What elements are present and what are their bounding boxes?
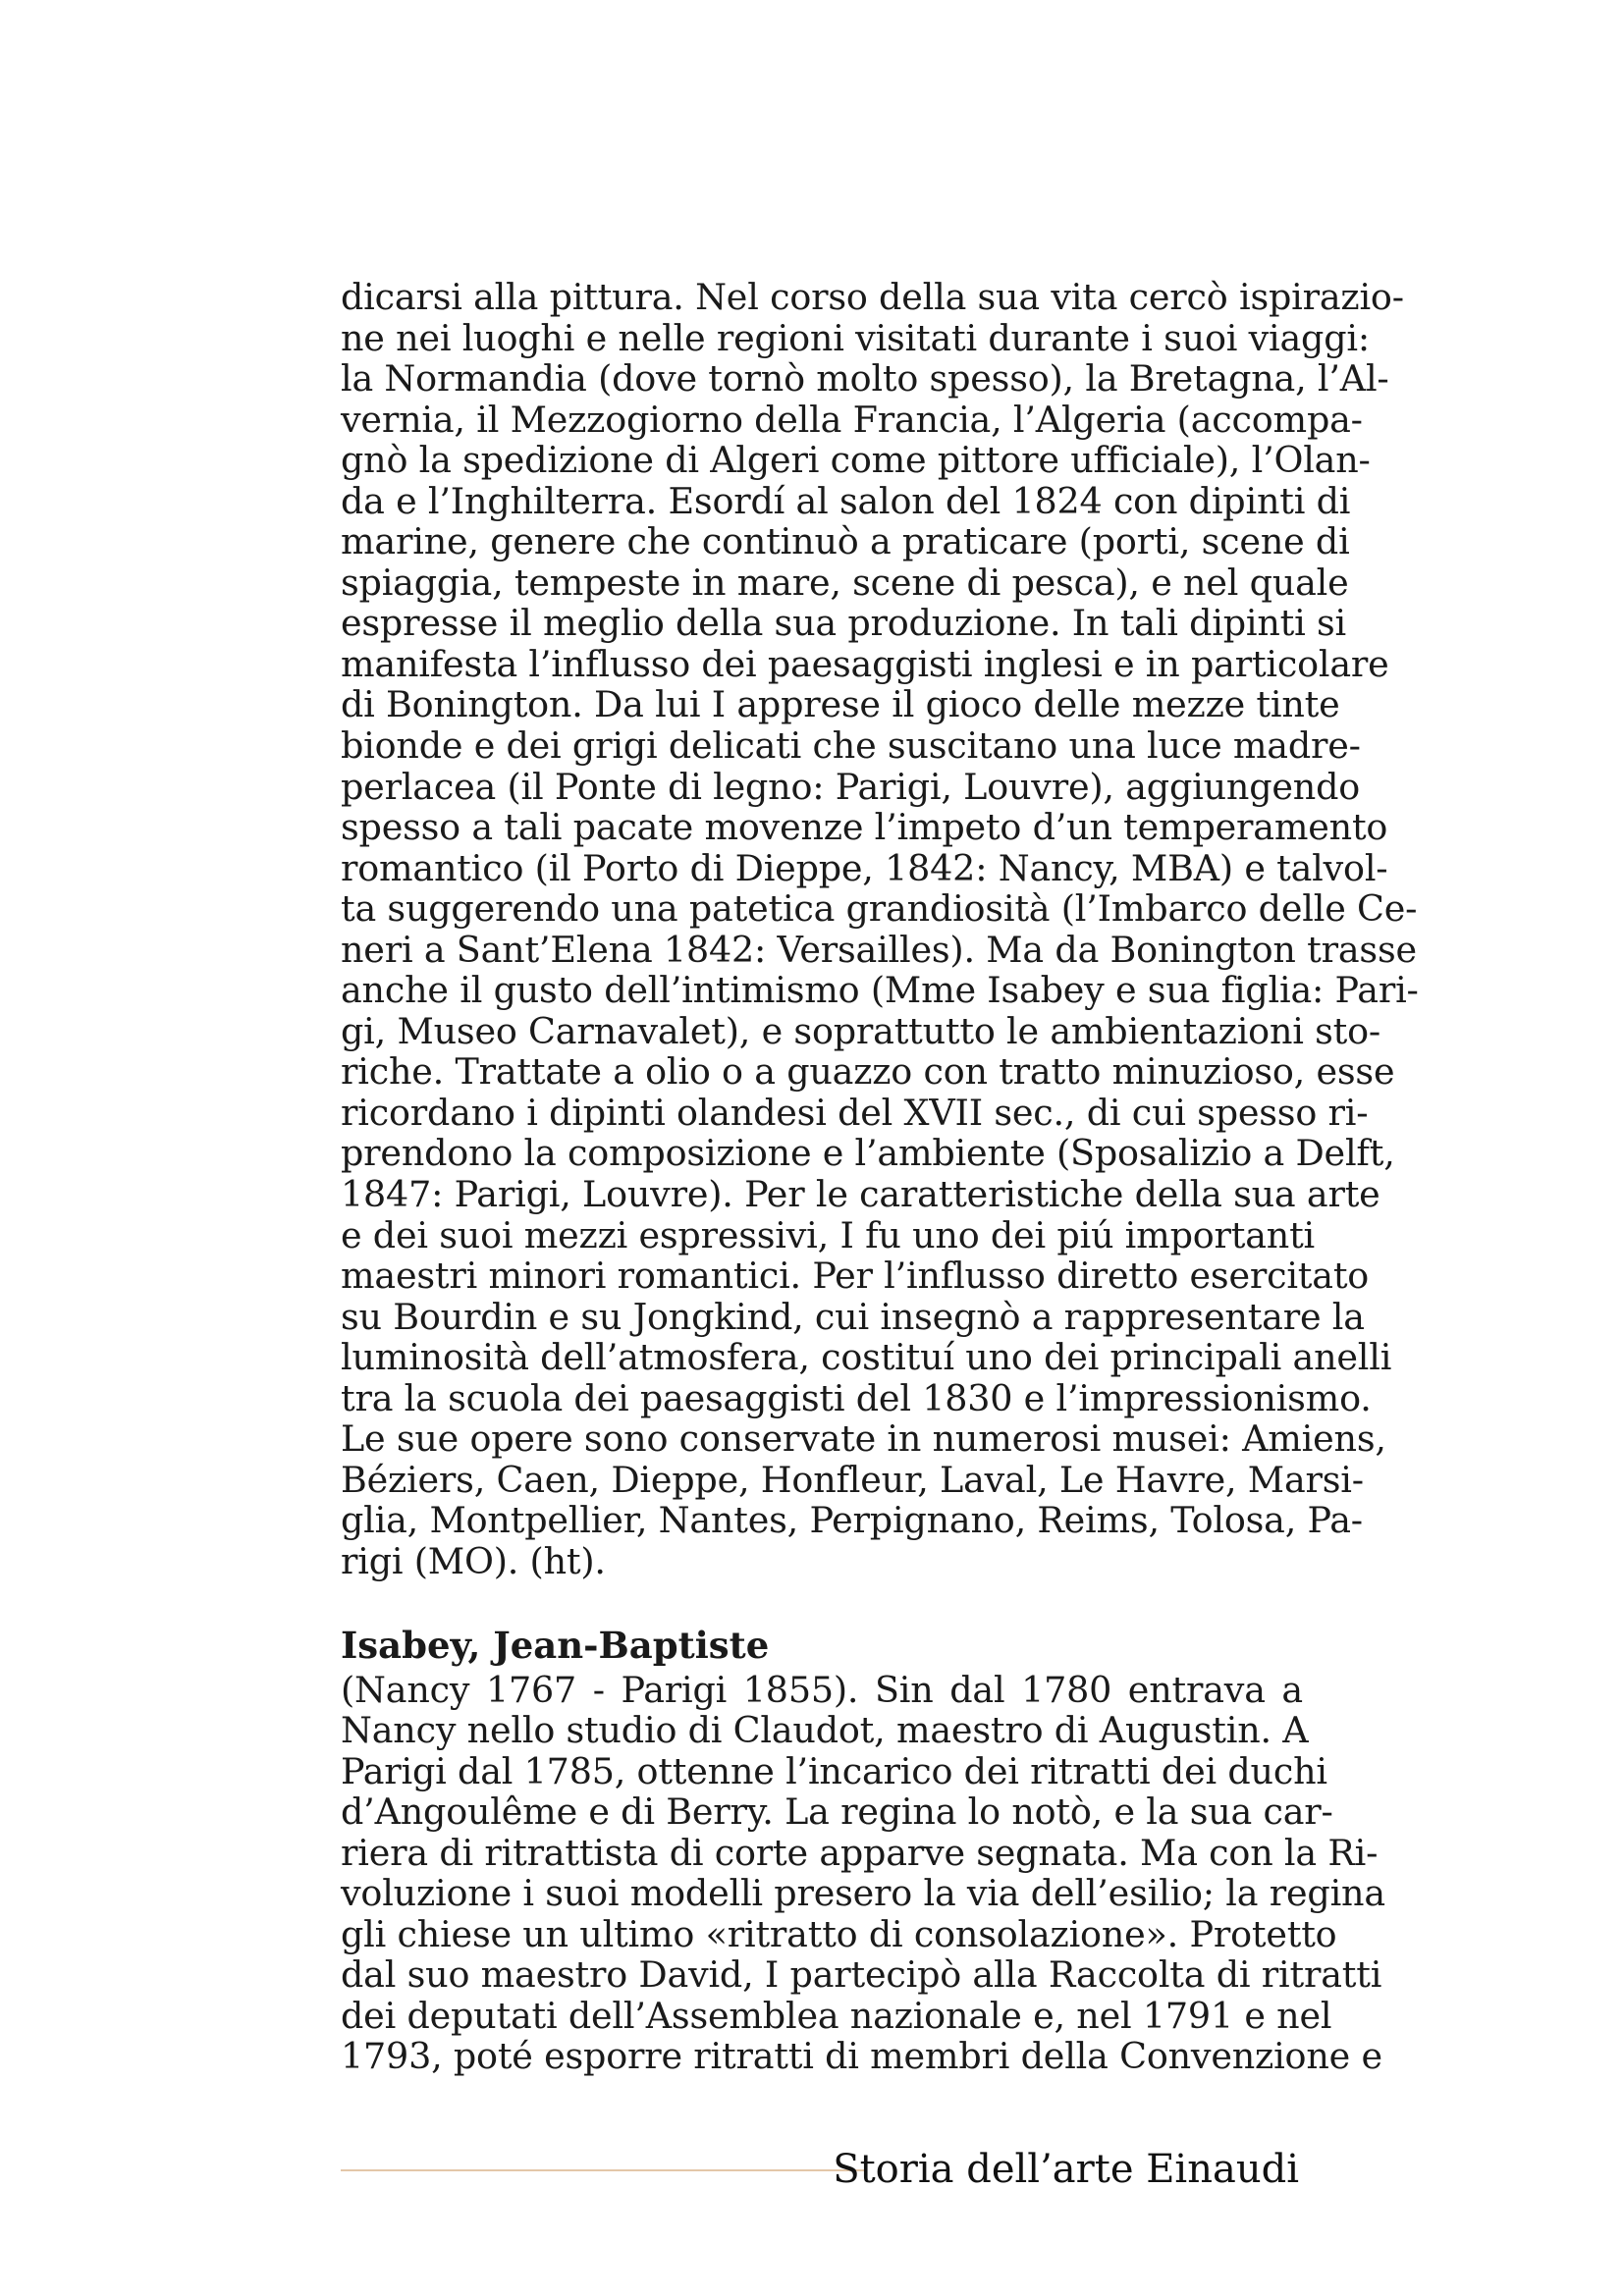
footer-title: Storia dell’arte Einaudi (833, 2147, 1299, 2192)
text-line: riche. Trattate a olio o a guazzo con tratto minuzioso, esse (341, 1050, 1395, 1094)
text-line: vernia, il Mezzogiorno della Francia, l’Algeria (accompa- (341, 398, 1363, 441)
footer-rule (341, 2169, 866, 2171)
text-line: romantico (il Porto di Dieppe, 1842: Nancy, MBA) e talvol- (341, 846, 1388, 889)
text-line: dal suo maestro David, I partecipò alla Raccolta di ritratti (341, 1953, 1382, 1997)
text-line: manifesta l’influsso dei paesaggisti inglesi e in particolare (341, 642, 1389, 685)
text-line: spiaggia, tempeste in mare, scene di pesca), e nel quale (341, 561, 1349, 604)
text-line: perlacea (il Ponte di legno: Parigi, Louvre), aggiungendo (341, 765, 1361, 808)
text-line: neri a Sant’Elena 1842: Versailles). Ma da Bonington trasse (341, 928, 1417, 971)
text-line: Béziers, Caen, Dieppe, Honfleur, Laval, Le Havre, Marsi- (341, 1458, 1364, 1501)
text-line: ne nei luoghi e nelle regioni visitati durante i suoi viaggi: (341, 316, 1370, 359)
text-line: da e l’Inghilterra. Esordí al salon del 1824 con dipinti di (341, 479, 1351, 522)
text-line: d’Angoulême e di Berry. La regina lo notò, e la sua car- (341, 1790, 1333, 1834)
text-line: gnò la spedizione di Algeri come pittore ufficiale), l’Olan- (341, 439, 1371, 482)
text-line: Nancy nello studio di Claudot, maestro di Augustin. A (341, 1709, 1309, 1752)
text-line: Le sue opere sono conservate in numerosi musei: Amiens, (341, 1417, 1386, 1461)
text-line: spesso a tali pacate movenze l’impeto d’un temperamento (341, 806, 1388, 849)
text-line: riera di ritrattista di corte apparve segnata. Ma con la Ri- (341, 1831, 1379, 1874)
text-line: gli chiese un ultimo «ritratto di consolazione». Protetto (341, 1912, 1337, 1955)
text-line: la Normandia (dove tornò molto spesso), la Bretagna, l’Al- (341, 357, 1389, 400)
text-line: ricordano i dipinti olandesi del XVII sec., di cui spesso ri- (341, 1091, 1369, 1134)
text-line: luminosità dell’atmosfera, costituí uno dei principali anelli (341, 1336, 1392, 1379)
text-line: dicarsi alla pittura. Nel corso della sua vita cercò ispirazio- (341, 276, 1404, 318)
entry-isabey-jean-baptiste (341, 1668, 1385, 2078)
text-line: 1793, poté esporre ritratti di membri della Convenzione e (341, 2035, 1382, 2078)
text-line: espresse il meglio della sua produzione. In tali dipinti si (341, 602, 1347, 645)
text-line: anche il gusto dell’intimismo (Mme Isabey e sua figlia: Pari- (341, 969, 1419, 1012)
text-line: tra la scuola dei paesaggisti del 1830 e l’impressionismo. (341, 1376, 1372, 1419)
text-line: su Bourdin e su Jongkind, cui insegnò a rappresentare la (341, 1295, 1365, 1338)
text-line: glia, Montpellier, Nantes, Perpignano, Reims, Tolosa, Pa- (341, 1499, 1363, 1542)
text-line: bionde e dei grigi delicati che suscitano una luce madre- (341, 724, 1361, 768)
entry-heading: Isabey, Jean-Baptiste (341, 1623, 770, 1667)
text-line: prendono la composizione e l’ambiente (Sposalizio a Delft, (341, 1132, 1395, 1175)
text-line: ta suggerendo una patetica grandiosità (l’Imbarco delle Ce- (341, 887, 1418, 931)
text-line: e dei suoi mezzi espressivi, I fu uno dei piú importanti (341, 1213, 1316, 1256)
text-line: maestri minori romantici. Per l’influsso diretto esercitato (341, 1255, 1370, 1298)
text-line: 1847: Parigi, Louvre). Per le caratteristiche della sua arte (341, 1173, 1380, 1216)
text-line: marine, genere che continuò a praticare (porti, scene di (341, 520, 1350, 563)
text-line: Parigi dal 1785, ottenne l’incarico dei ritratti dei duchi (341, 1749, 1327, 1792)
text-line: voluzione i suoi modelli presero la via dell’esilio; la regina (341, 1872, 1385, 1915)
text-line: gi, Museo Carnavalet), e soprattutto le ambientazioni sto- (341, 1009, 1381, 1052)
text-line: di Bonington. Da lui I apprese il gioco delle mezze tinte (341, 683, 1340, 726)
entry-isabey-eugene-continued (341, 276, 1419, 1582)
page-body (341, 276, 1419, 2078)
text-line: rigi (MO). (ht). (341, 1539, 606, 1582)
text-line: dei deputati dell’Assemblea nazionale e, nel 1791 e nel (341, 1994, 1332, 2037)
text-line: (Nancy 1767 - Parigi 1855). Sin dal 1780 entrava a (341, 1668, 1303, 1711)
